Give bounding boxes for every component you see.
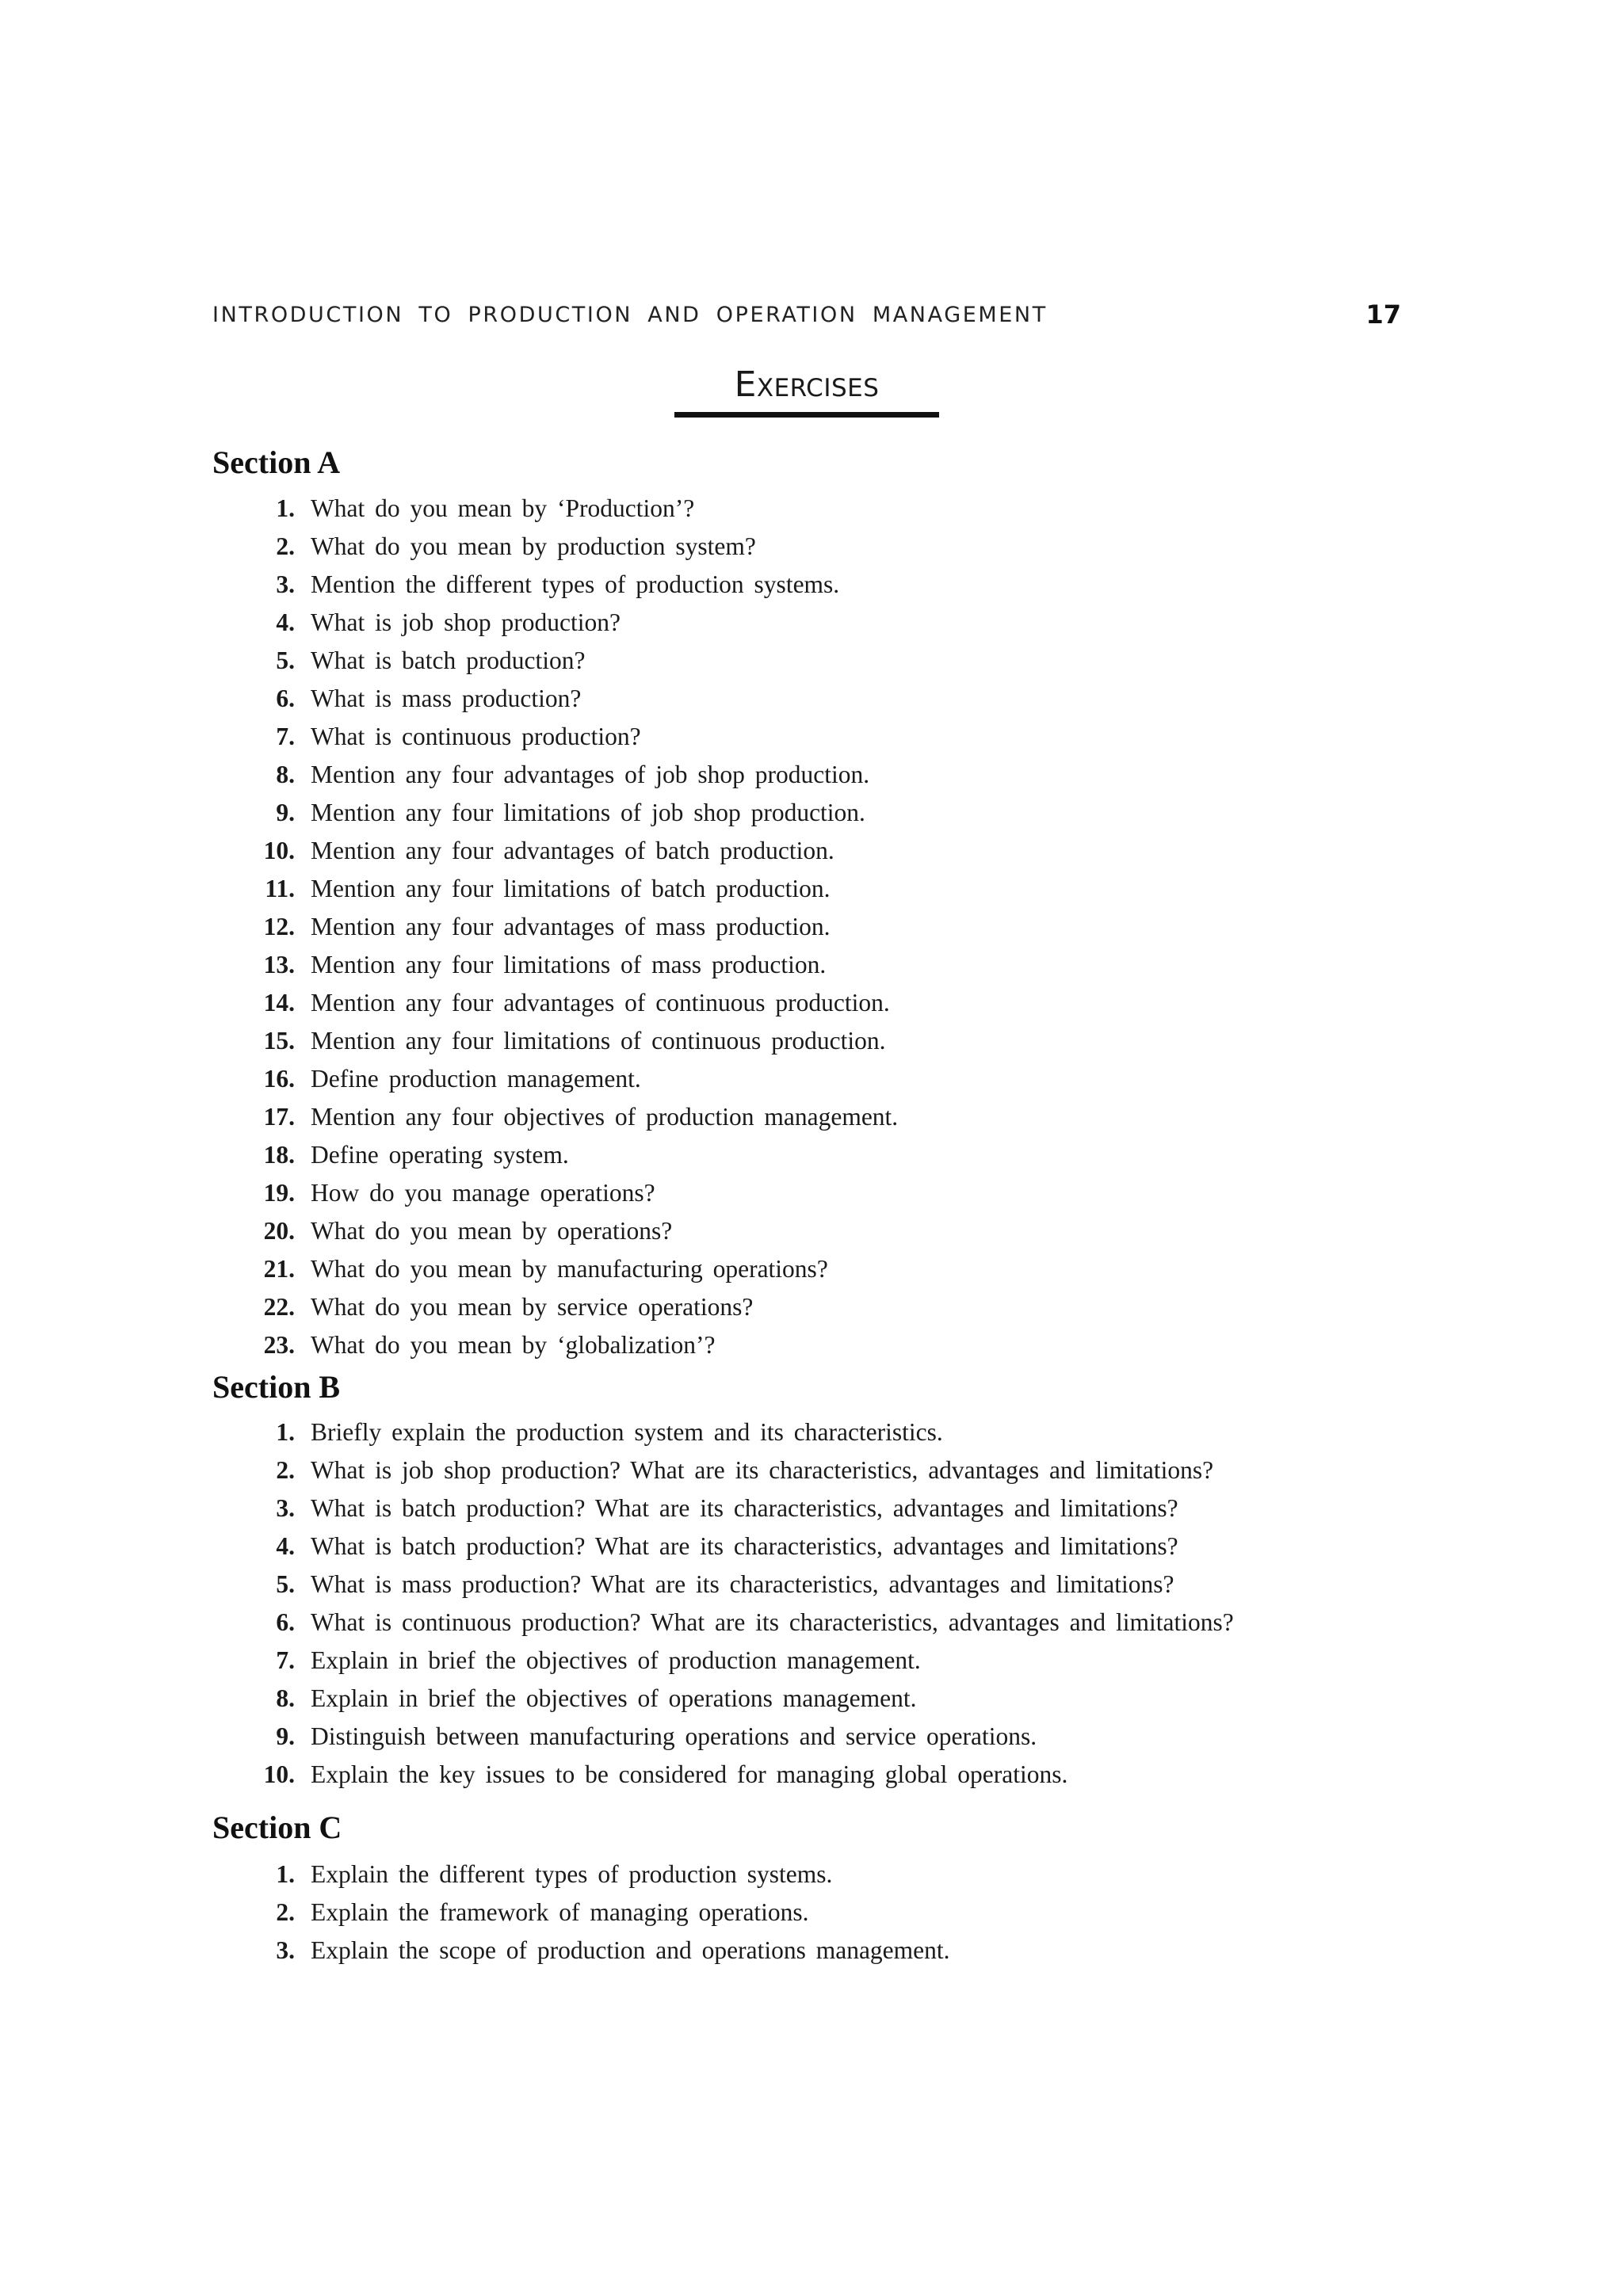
question-item [238, 1527, 1403, 1566]
question-number: 9. [276, 1722, 295, 1750]
question-text: Mention any four limitations of mass production. [311, 951, 827, 978]
question-text: What do you mean by production system? [311, 532, 756, 560]
question-item [238, 908, 1403, 946]
running-header [212, 299, 1401, 334]
question-text: Explain the scope of production and operations management. [311, 1936, 950, 1964]
question-text: Mention any four objectives of production management. [311, 1103, 899, 1131]
question-number: 10. [263, 1760, 295, 1788]
question-item [238, 490, 1403, 528]
section-a-questions [238, 490, 1403, 1364]
question-text: Define operating system. [311, 1141, 569, 1169]
question-number: 7. [276, 1646, 295, 1674]
question-item [238, 832, 1403, 870]
question-number: 2. [276, 1898, 295, 1926]
question-item [238, 946, 1403, 984]
question-number: 9. [276, 799, 295, 826]
question-number: 19. [263, 1179, 295, 1207]
question-text: Mention any four advantages of mass production. [311, 913, 831, 940]
question-item [238, 756, 1403, 794]
question-number: 22. [263, 1293, 295, 1321]
question-number: 6. [276, 1608, 295, 1636]
question-number: 15. [263, 1027, 295, 1055]
question-item [238, 1060, 1403, 1098]
question-item [238, 566, 1403, 604]
question-text: What is mass production? What are its characteristics, advantages and limitations? [311, 1570, 1174, 1598]
question-item [238, 1932, 1403, 1970]
question-text: Distinguish between manufacturing operations and service operations. [311, 1722, 1037, 1750]
question-text: Explain in brief the objectives of operations management. [311, 1684, 917, 1712]
section-c-title: Section C [212, 1810, 342, 1845]
question-item [238, 1288, 1403, 1326]
question-number: 3. [276, 1936, 295, 1964]
question-text: What is continuous production? [311, 723, 641, 750]
question-number: 4. [276, 608, 295, 636]
question-text: What do you mean by operations? [311, 1217, 673, 1245]
question-text: What do you mean by ‘Production’? [311, 494, 695, 522]
question-item [238, 794, 1403, 832]
section-b-title: Section B [212, 1369, 341, 1405]
question-number: 8. [276, 761, 295, 788]
question-number: 3. [276, 1494, 295, 1522]
question-text: Mention any four limitations of continuous production. [311, 1027, 886, 1055]
question-text: Explain in brief the objectives of production management. [311, 1646, 921, 1674]
page-number: 17 [1365, 299, 1401, 330]
question-item [238, 1250, 1403, 1288]
question-text: Mention any four advantages of job shop production. [311, 761, 870, 788]
question-number: 5. [276, 646, 295, 674]
section-c-questions [238, 1855, 1403, 1970]
question-number: 23. [263, 1331, 295, 1359]
question-number: 10. [263, 837, 295, 864]
question-item [238, 1022, 1403, 1060]
question-text: Define production management. [311, 1065, 641, 1093]
question-number: 13. [263, 951, 295, 978]
question-item [238, 1326, 1403, 1364]
question-number: 7. [276, 723, 295, 750]
question-item [238, 1413, 1403, 1451]
question-item [238, 1604, 1403, 1642]
question-item [238, 718, 1403, 756]
question-text: Explain the different types of production systems. [311, 1860, 833, 1888]
question-number: 14. [263, 989, 295, 1016]
question-number: 4. [276, 1532, 295, 1560]
question-text: Mention any four limitations of batch production. [311, 875, 831, 902]
question-number: 11. [265, 875, 295, 902]
question-item [238, 642, 1403, 680]
question-item [238, 1098, 1403, 1136]
question-item [238, 1489, 1403, 1527]
question-item [238, 1174, 1403, 1212]
question-text: Explain the key issues to be considered for managing global operations. [311, 1760, 1068, 1788]
question-text: What is continuous production? What are its characteristics, advantages and limitations? [311, 1608, 1234, 1636]
question-item [238, 870, 1403, 908]
question-number: 2. [276, 532, 295, 560]
heading-underline [674, 412, 939, 418]
question-number: 16. [263, 1065, 295, 1093]
question-item [238, 1894, 1403, 1932]
question-item [238, 604, 1403, 642]
question-text: Mention any four limitations of job shop production. [311, 799, 865, 826]
question-text: Mention any four advantages of continuous production. [311, 989, 890, 1016]
question-number: 1. [276, 494, 295, 522]
question-number: 21. [263, 1255, 295, 1283]
question-item [238, 1756, 1403, 1794]
question-number: 2. [276, 1456, 295, 1484]
question-text: What is batch production? What are its characteristics, advantages and limitations? [311, 1494, 1178, 1522]
question-number: 20. [263, 1217, 295, 1245]
question-item [238, 1212, 1403, 1250]
question-text: What is batch production? [311, 646, 586, 674]
question-item [238, 680, 1403, 718]
question-text: Mention the different types of production systems. [311, 570, 840, 598]
exercises-heading: Exercises [734, 364, 880, 405]
section-b-questions [238, 1413, 1403, 1794]
question-number: 12. [263, 913, 295, 940]
question-text: What is mass production? [311, 685, 582, 712]
question-text: Explain the framework of managing operations. [311, 1898, 809, 1926]
question-item [238, 984, 1403, 1022]
question-text: How do you manage operations? [311, 1179, 655, 1207]
question-text: What do you mean by service operations? [311, 1293, 754, 1321]
question-text: What do you mean by manufacturing operations? [311, 1255, 828, 1283]
question-text: What is batch production? What are its characteristics, advantages and limitations? [311, 1532, 1178, 1560]
question-text: Mention any four advantages of batch production. [311, 837, 834, 864]
question-text: What is job shop production? What are its characteristics, advantages and limitations? [311, 1456, 1214, 1484]
question-item [238, 1718, 1403, 1756]
question-item [238, 1680, 1403, 1718]
question-item [238, 528, 1403, 566]
question-item [238, 1855, 1403, 1894]
question-number: 17. [263, 1103, 295, 1131]
question-number: 1. [276, 1860, 295, 1888]
running-title: INTRODUCTION TO PRODUCTION AND OPERATION MANAGEMENT [212, 303, 1048, 327]
question-number: 5. [276, 1570, 295, 1598]
question-item [238, 1566, 1403, 1604]
question-text: What is job shop production? [311, 608, 621, 636]
question-item [238, 1451, 1403, 1489]
question-number: 18. [263, 1141, 295, 1169]
question-number: 1. [276, 1418, 295, 1446]
question-item [238, 1642, 1403, 1680]
question-item [238, 1136, 1403, 1174]
question-number: 3. [276, 570, 295, 598]
question-number: 6. [276, 685, 295, 712]
question-text: Briefly explain the production system and its characteristics. [311, 1418, 943, 1446]
question-number: 8. [276, 1684, 295, 1712]
section-a-title: Section A [212, 444, 341, 480]
question-text: What do you mean by ‘globalization’? [311, 1331, 716, 1359]
